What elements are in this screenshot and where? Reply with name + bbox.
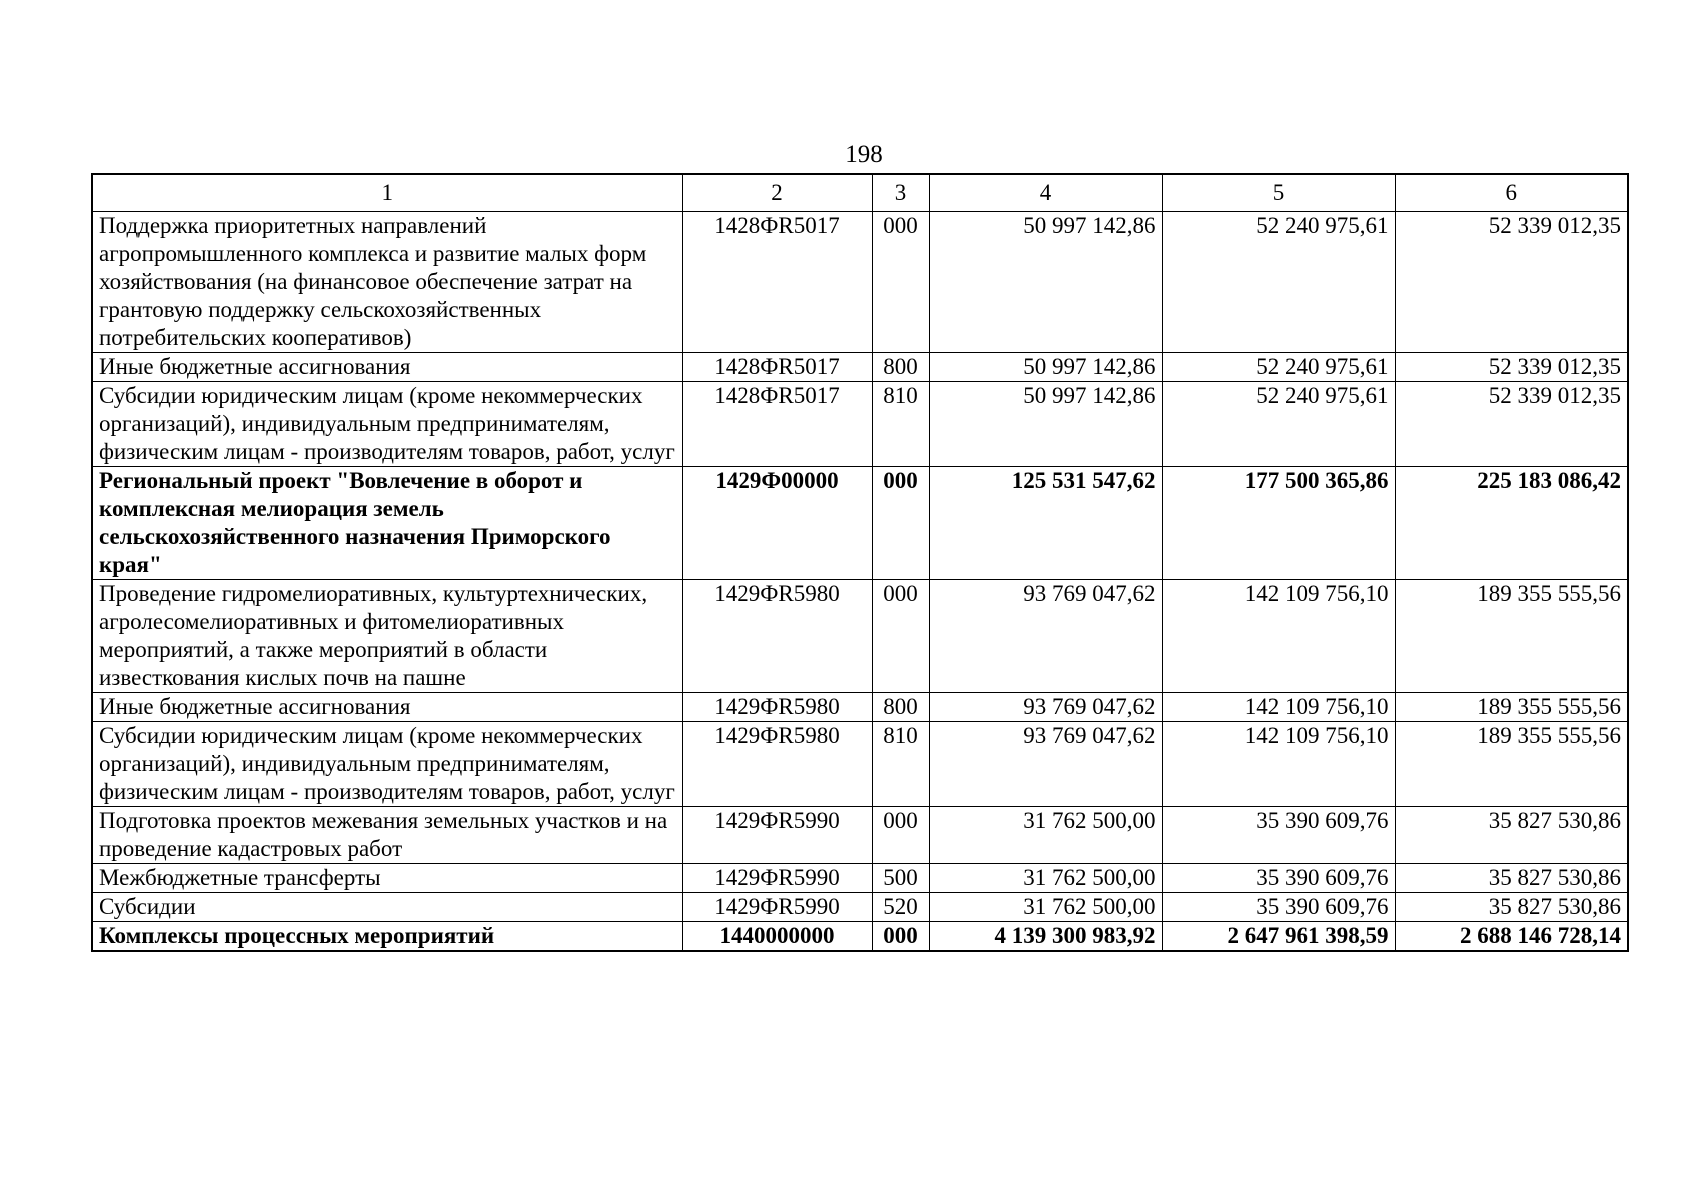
- row-target-code: 1429ФR5980: [682, 580, 872, 693]
- row-amount-col6: 189 355 555,56: [1395, 580, 1628, 693]
- row-name: Подготовка проектов межевания земельных участков и на проведение кадастровых работ: [92, 807, 682, 864]
- row-amount-col6: 52 339 012,35: [1395, 212, 1628, 353]
- row-name: Иные бюджетные ассигнования: [92, 353, 682, 382]
- row-amount-col5: 35 390 609,76: [1162, 864, 1395, 893]
- row-amount-col6: 225 183 086,42: [1395, 467, 1628, 580]
- row-amount-col5: 2 647 961 398,59: [1162, 922, 1395, 952]
- column-number-row: [92, 174, 1628, 212]
- row-amount-col5: 142 109 756,10: [1162, 722, 1395, 807]
- table-row: [92, 212, 1628, 353]
- row-amount-col6: 35 827 530,86: [1395, 807, 1628, 864]
- row-amount-col5: 177 500 365,86: [1162, 467, 1395, 580]
- row-amount-col4: 125 531 547,62: [929, 467, 1162, 580]
- row-amount-col4: 93 769 047,62: [929, 693, 1162, 722]
- table-row: [92, 580, 1628, 693]
- row-name: Субсидии: [92, 893, 682, 922]
- row-target-code: 1429ФR5980: [682, 722, 872, 807]
- column-header-5: 5: [1162, 174, 1395, 212]
- row-amount-col6: 35 827 530,86: [1395, 893, 1628, 922]
- row-amount-col6: 2 688 146 728,14: [1395, 922, 1628, 952]
- row-target-code: 1429ФR5990: [682, 807, 872, 864]
- row-target-code: 1429Ф00000: [682, 467, 872, 580]
- row-amount-col4: 50 997 142,86: [929, 382, 1162, 467]
- row-amount-col4: 31 762 500,00: [929, 864, 1162, 893]
- row-amount-col5: 35 390 609,76: [1162, 807, 1395, 864]
- row-name: Региональный проект "Вовлечение в оборот и комплексная мелиорация земель сельскохозяйственного назначения Приморского края": [92, 467, 682, 580]
- row-name: Межбюджетные трансферты: [92, 864, 682, 893]
- row-name: Иные бюджетные ассигнования: [92, 693, 682, 722]
- row-expense-type: 000: [872, 580, 929, 693]
- row-amount-col5: 142 109 756,10: [1162, 693, 1395, 722]
- row-name: Проведение гидромелиоративных, культуртехнических, агролесомелиоративных и фитомелиоративных мероприятий, а также мероприятий в области известкования кислых почв на пашне: [92, 580, 682, 693]
- row-amount-col5: 35 390 609,76: [1162, 893, 1395, 922]
- table-row: [92, 467, 1628, 580]
- row-expense-type: 500: [872, 864, 929, 893]
- row-amount-col4: 31 762 500,00: [929, 807, 1162, 864]
- table-row: [92, 864, 1628, 893]
- row-amount-col4: 50 997 142,86: [929, 212, 1162, 353]
- row-target-code: 1428ФR5017: [682, 212, 872, 353]
- budget-table: [91, 173, 1629, 952]
- row-amount-col6: 52 339 012,35: [1395, 382, 1628, 467]
- row-amount-col6: 189 355 555,56: [1395, 722, 1628, 807]
- row-expense-type: 520: [872, 893, 929, 922]
- table-row: [92, 693, 1628, 722]
- row-amount-col5: 52 240 975,61: [1162, 212, 1395, 353]
- page-number: 198: [845, 141, 883, 168]
- row-expense-type: 000: [872, 922, 929, 952]
- row-target-code: 1429ФR5990: [682, 893, 872, 922]
- row-amount-col6: 52 339 012,35: [1395, 353, 1628, 382]
- row-amount-col5: 52 240 975,61: [1162, 353, 1395, 382]
- row-target-code: 1428ФR5017: [682, 382, 872, 467]
- row-target-code: 1429ФR5980: [682, 693, 872, 722]
- table-body: [92, 212, 1628, 952]
- row-amount-col4: 93 769 047,62: [929, 722, 1162, 807]
- row-expense-type: 800: [872, 353, 929, 382]
- row-name: Субсидии юридическим лицам (кроме некоммерческих организаций), индивидуальным предпринимателям, физическим лицам - производителям товаров, работ, услуг: [92, 722, 682, 807]
- column-header-4: 4: [929, 174, 1162, 212]
- row-name: Поддержка приоритетных направлений агропромышленного комплекса и развитие малых форм хозяйствования (на финансовое обеспечение затрат на грантовую поддержку сельскохозяйственных потребительских кооперативов): [92, 212, 682, 353]
- row-name: Субсидии юридическим лицам (кроме некоммерческих организаций), индивидуальным предпринимателям, физическим лицам - производителям товаров, работ, услуг: [92, 382, 682, 467]
- row-amount-col4: 93 769 047,62: [929, 580, 1162, 693]
- table-row: [92, 722, 1628, 807]
- column-header-1: 1: [92, 174, 682, 212]
- table-row: [92, 807, 1628, 864]
- table-row: [92, 922, 1628, 952]
- row-amount-col6: 35 827 530,86: [1395, 864, 1628, 893]
- row-amount-col4: 4 139 300 983,92: [929, 922, 1162, 952]
- row-amount-col5: 142 109 756,10: [1162, 580, 1395, 693]
- column-header-3: 3: [872, 174, 929, 212]
- row-expense-type: 810: [872, 382, 929, 467]
- table-row: [92, 353, 1628, 382]
- table-row: [92, 893, 1628, 922]
- row-amount-col6: 189 355 555,56: [1395, 693, 1628, 722]
- row-expense-type: 810: [872, 722, 929, 807]
- row-amount-col4: 31 762 500,00: [929, 893, 1162, 922]
- row-target-code: 1440000000: [682, 922, 872, 952]
- row-expense-type: 800: [872, 693, 929, 722]
- row-target-code: 1429ФR5990: [682, 864, 872, 893]
- column-header-6: 6: [1395, 174, 1628, 212]
- row-expense-type: 000: [872, 212, 929, 353]
- row-expense-type: 000: [872, 467, 929, 580]
- row-name: Комплексы процессных мероприятий: [92, 922, 682, 952]
- row-amount-col4: 50 997 142,86: [929, 353, 1162, 382]
- table-row: [92, 382, 1628, 467]
- row-expense-type: 000: [872, 807, 929, 864]
- column-header-2: 2: [682, 174, 872, 212]
- row-amount-col5: 52 240 975,61: [1162, 382, 1395, 467]
- row-target-code: 1428ФR5017: [682, 353, 872, 382]
